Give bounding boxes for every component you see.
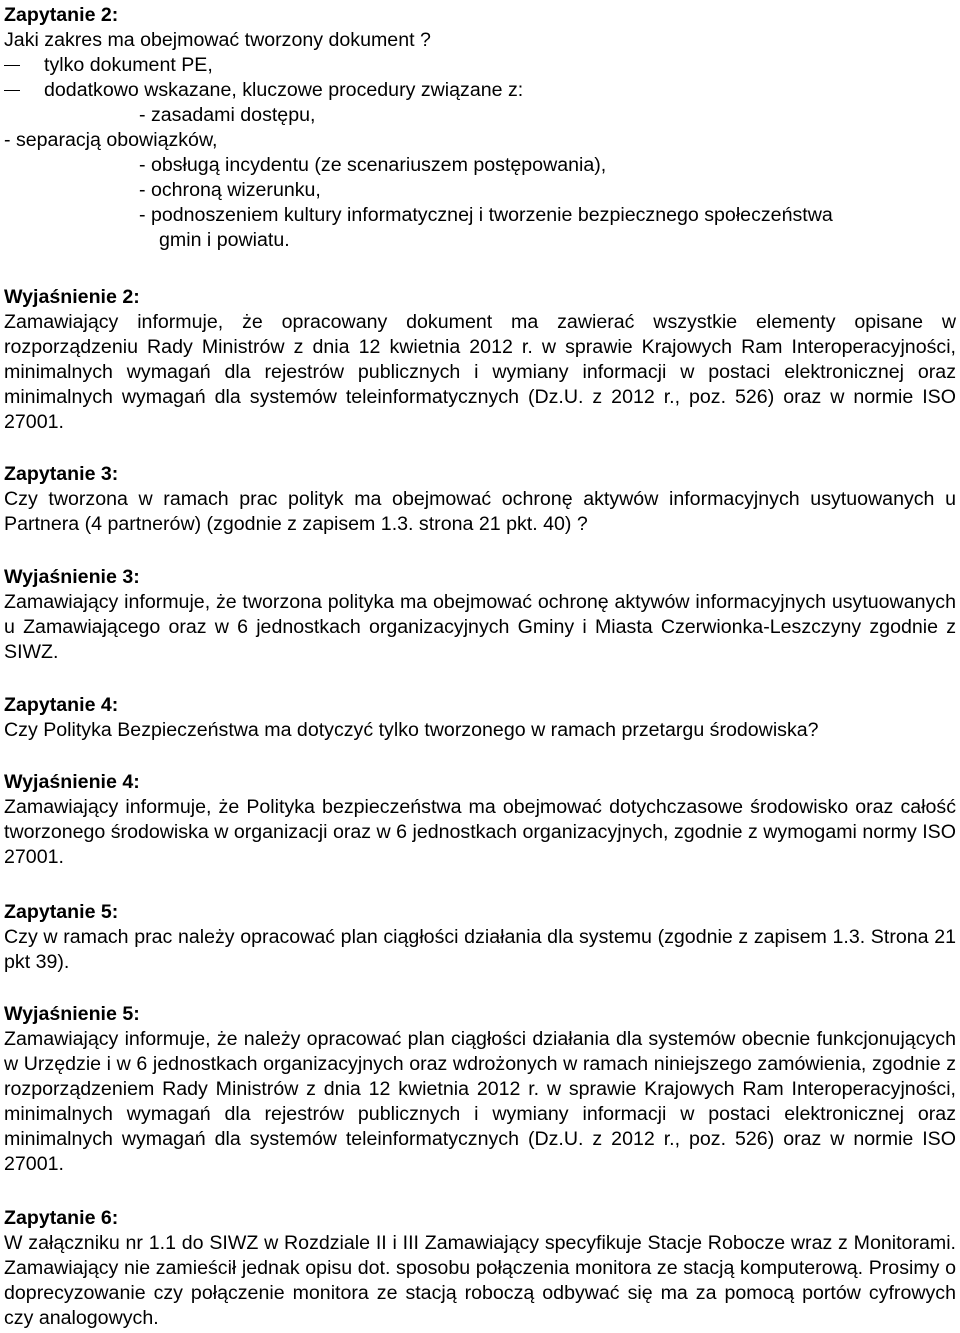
answer-3-section — [4, 565, 956, 665]
answer-3-heading: Wyjaśnienie 3: — [4, 566, 140, 588]
list-item — [4, 78, 956, 103]
sub-item-culture-continued: gmin i powiatu. — [159, 229, 290, 251]
question-4-text: Czy Polityka Bezpieczeństwa ma dotyczyć tylko tworzonego w ramach przetargu środowiska? — [4, 719, 819, 741]
answer-2-section — [4, 285, 956, 435]
list-item — [4, 53, 956, 78]
list-item-text: tylko dokument PE, — [44, 54, 213, 76]
question-5-heading: Zapytanie 5: — [4, 901, 119, 923]
sub-item-separation: - separacją obowiązków, — [4, 129, 218, 151]
answer-3-text: Zamawiający informuje, że tworzona polityka ma obejmować ochronę aktywów informacyjnych usytuowanych u Zamawiającego oraz w 6 jednostkach organizacyjnych Gminy i Miasta Czerwionka-Leszczyny zgodnie z SIWZ. — [4, 591, 956, 663]
dash-bullet-icon — [4, 90, 20, 91]
sub-item-culture: - podnoszeniem kultury informatycznej i tworzenie bezpiecznego społeczeństwa — [139, 204, 833, 226]
question-3-section — [4, 462, 956, 537]
answer-2-heading: Wyjaśnienie 2: — [4, 286, 140, 308]
question-3-text: Czy tworzona w ramach prac polityk ma obejmować ochronę aktywów informacyjnych usytuowanych u Partnera (4 partnerów) (zgodnie z zapisem 1.3. strona 21 pkt. 40) ? — [4, 488, 956, 535]
answer-4-section — [4, 770, 956, 870]
question-5-section — [4, 900, 956, 975]
question-4-section — [4, 693, 956, 743]
sub-item-incident: - obsługą incydentu (ze scenariuszem postępowania), — [139, 154, 607, 176]
question-6-text: W załączniku nr 1.1 do SIWZ w Rozdziale II i III Zamawiający specyfikuje Stacje Robocze wraz z Monitorami. Zamawiający nie zamieścił jednak opisu dot. sposobu połączenia monitora ze stacją komputerową. Prosimy o doprecyzowanie czy połączenie monitora ze stacją roboczą odbywać się ma za pomocą portów cyfrowych czy analogowych. — [4, 1232, 956, 1329]
dash-bullet-icon — [4, 65, 20, 66]
answer-5-text: Zamawiający informuje, że należy opracować plan ciągłości działania dla systemów obecnie funkcjonujących w Urzędzie i w 6 jednostkach organizacyjnych oraz wdrożonych w ramach niniejszego zamówienia, zgodnie z rozporządzeniem Rady Ministrów z dnia 12 kwietnia 2012 r. w sprawie Krajowych Ram Interoperacyjności, minimalnych wymagań dla rejestrów publicznych i wymiany informacji w postaci elektronicznej oraz minimalnych wymagań dla systemów teleinformatycznych (Dz.U. z 2012 r., poz. 526) oraz w normie ISO 27001. — [4, 1028, 956, 1175]
sub-item-access: - zasadami dostępu, — [139, 104, 316, 126]
question-6-heading: Zapytanie 6: — [4, 1207, 119, 1229]
answer-5-heading: Wyjaśnienie 5: — [4, 1003, 140, 1025]
answer-4-text: Zamawiający informuje, że Polityka bezpieczeństwa ma obejmować dotychczasowe środowisko oraz całość tworzonego środowiska w organizacji oraz w 6 jednostkach organizacyjnych, zgodnie z wymogami normy ISO 27001. — [4, 796, 956, 868]
sub-item-image: - ochroną wizerunku, — [139, 179, 321, 201]
question-4-heading: Zapytanie 4: — [4, 694, 119, 716]
answer-4-heading: Wyjaśnienie 4: — [4, 771, 140, 793]
answer-2-text: Zamawiający informuje, że opracowany dokument ma zawierać wszystkie elementy opisane w rozporządzeniu Rady Ministrów z dnia 12 kwietnia 2012 r. w sprawie Krajowych Ram Interoperacyjności, minimalnych wymagań dla rejestrów publicznych i wymiany informacji w postaci elektronicznej oraz minimalnych wymagań dla systemów teleinformatycznych (Dz.U. z 2012 r., poz. 526) oraz w normie ISO 27001. — [4, 311, 956, 433]
question-5-text: Czy w ramach prac należy opracować plan ciągłości działania dla systemu (zgodnie z zapisem 1.3. Strona 21 pkt 39). — [4, 926, 956, 973]
question-6-section — [4, 1206, 956, 1331]
answer-5-section — [4, 1002, 956, 1177]
question-2-section — [4, 3, 956, 253]
question-2-text: Jaki zakres ma obejmować tworzony dokument ? — [4, 29, 431, 51]
list-item-text: dodatkowo wskazane, kluczowe procedury związane z: — [44, 79, 524, 101]
question-3-heading: Zapytanie 3: — [4, 463, 119, 485]
question-2-heading: Zapytanie 2: — [4, 4, 119, 26]
